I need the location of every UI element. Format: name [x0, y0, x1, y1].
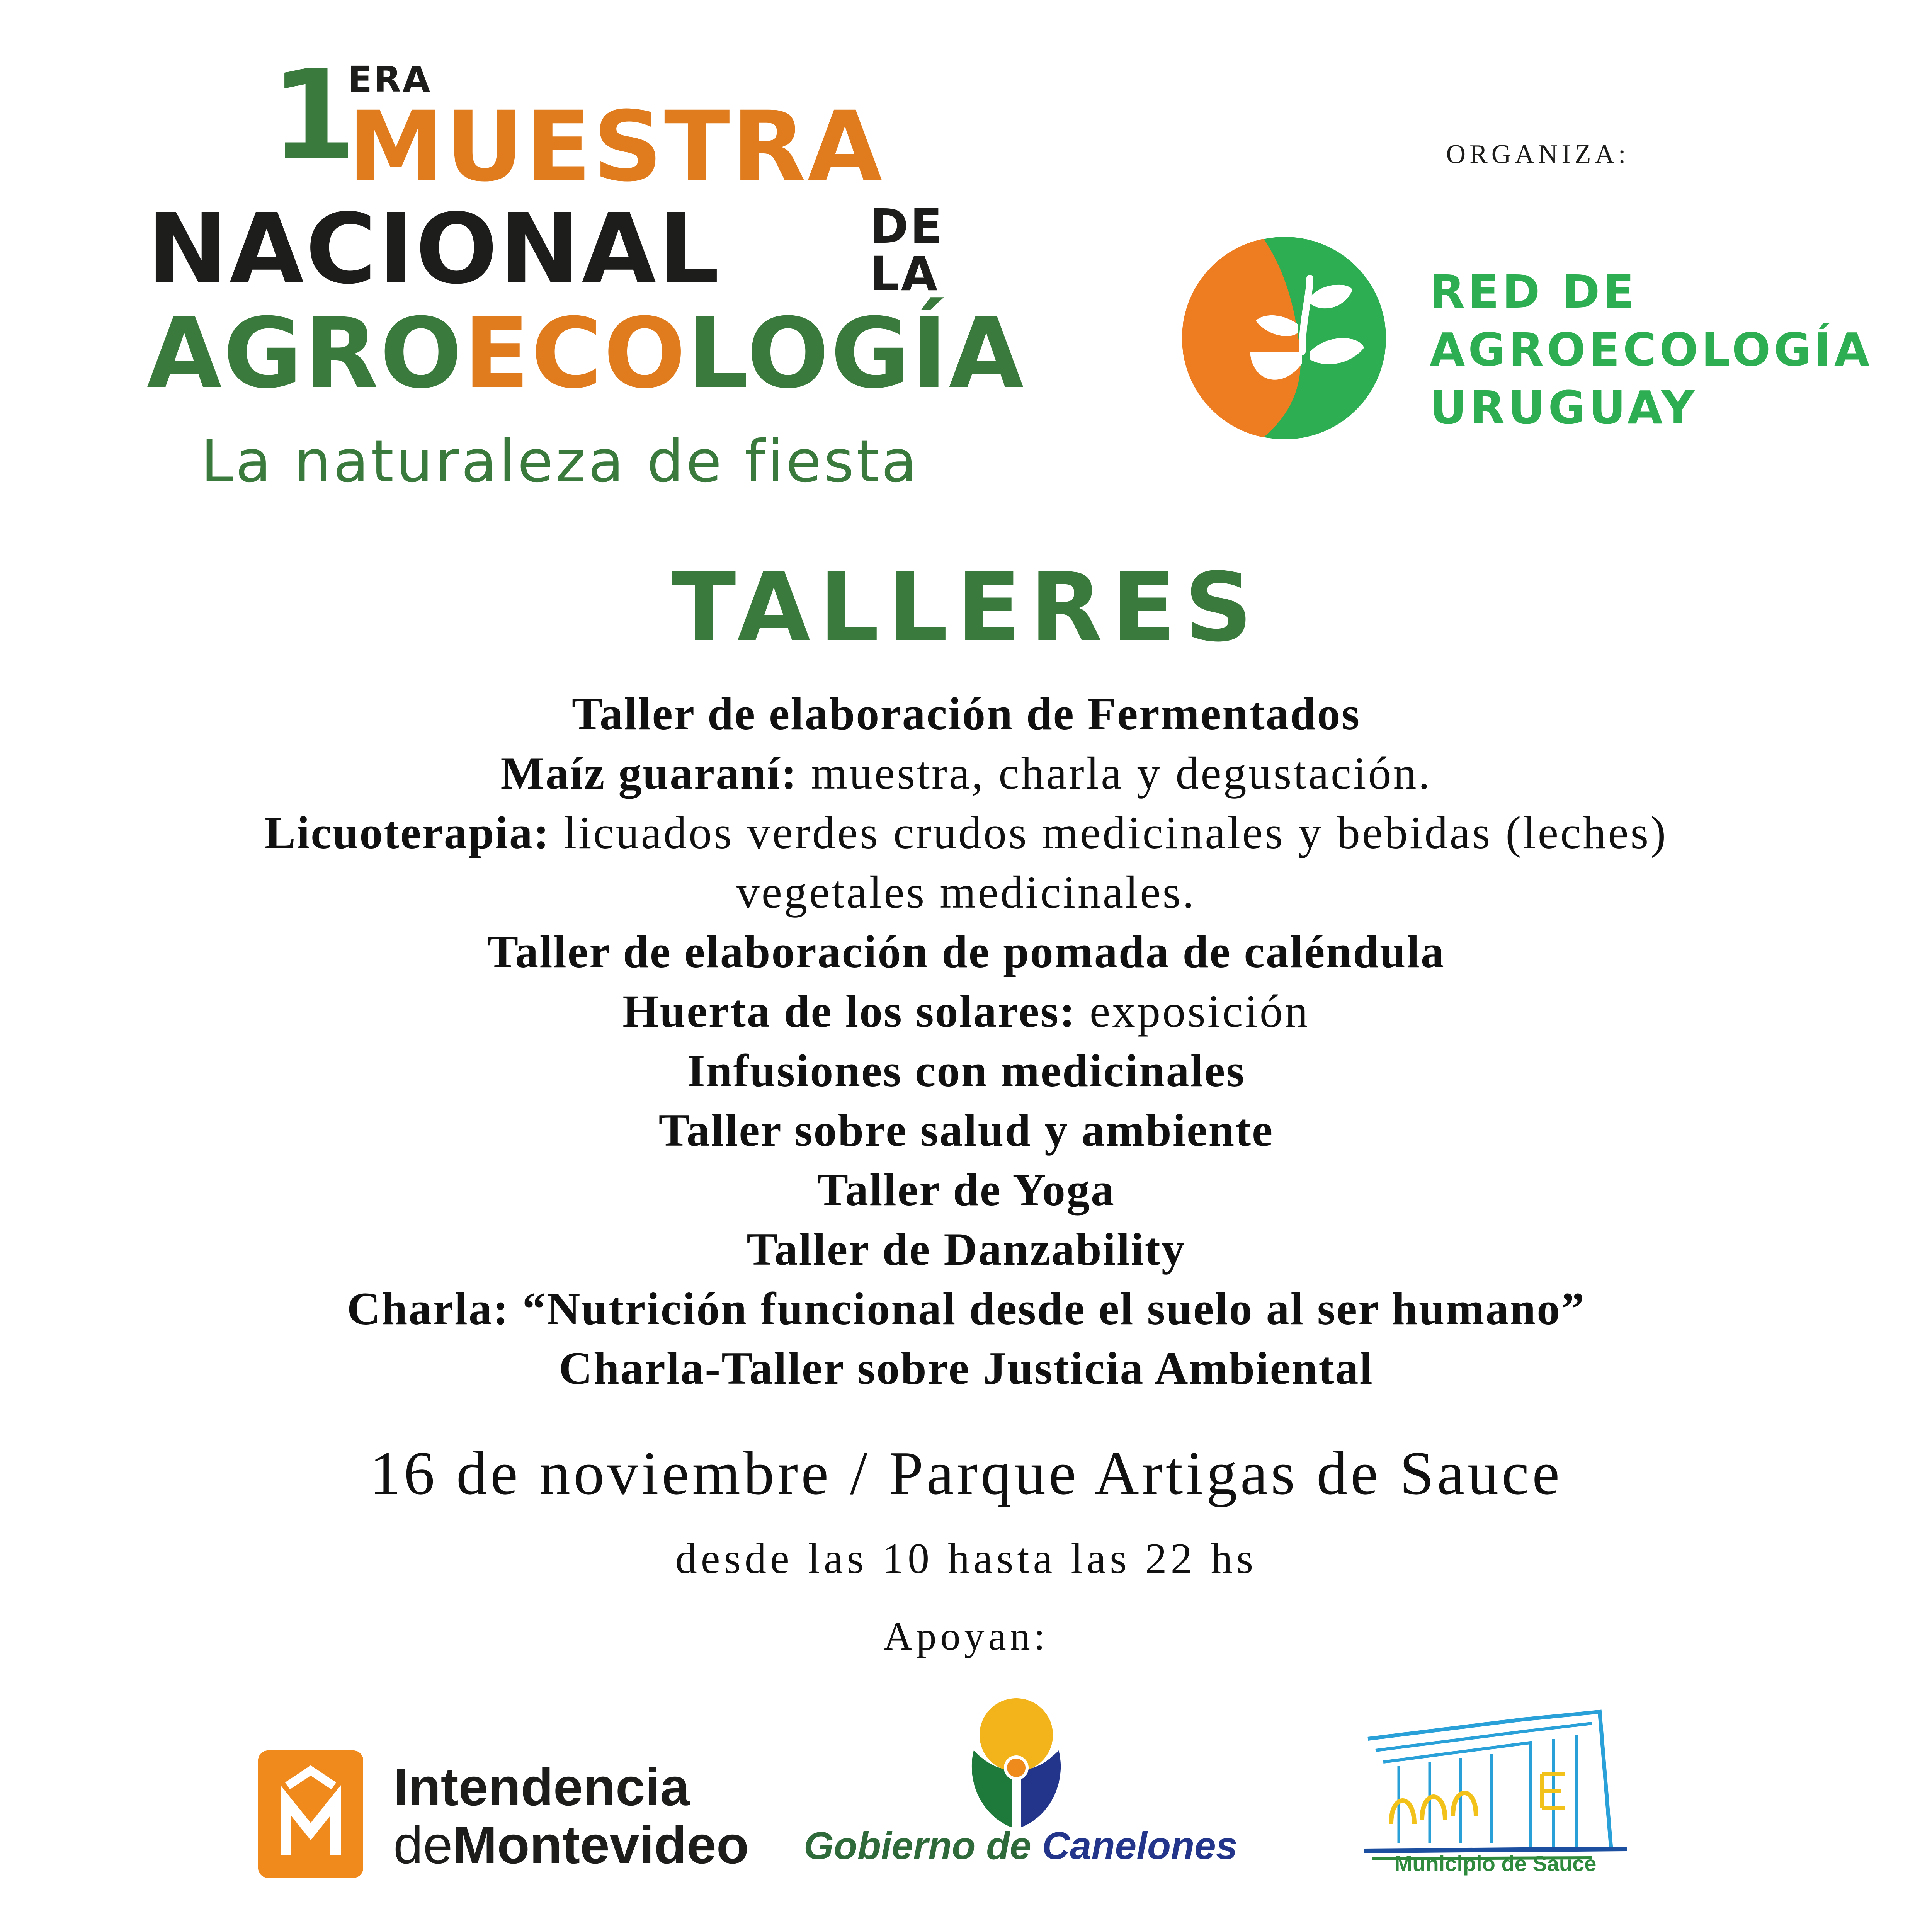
workshop-item: [23, 922, 1909, 981]
montevideo-line1: Intendencia: [393, 1757, 690, 1817]
workshop-title: Taller sobre salud y ambiente: [658, 1104, 1274, 1156]
title-agroecologia: [147, 297, 1026, 410]
workshop-item: [23, 862, 1909, 922]
workshop-description: muestra, charla y degustación.: [798, 747, 1432, 799]
workshop-description: exposición: [1076, 985, 1310, 1037]
title-agro-part: AGRO: [147, 297, 464, 410]
organiza-label: ORGANIZA:: [1446, 139, 1630, 169]
workshop-item: [23, 981, 1909, 1041]
workshop-item: [23, 743, 1909, 803]
workshop-item: [23, 1100, 1909, 1160]
canelones-name: [804, 1824, 1238, 1868]
workshop-title: Taller de elaboración de pomada de caléndula: [487, 926, 1445, 977]
montevideo-prefix: de: [393, 1815, 453, 1875]
organizer-name: [1430, 263, 1873, 437]
workshop-title: Taller de Danzability: [747, 1223, 1186, 1275]
title-la: LA: [869, 247, 939, 301]
workshop-item: [23, 1160, 1909, 1219]
workshop-title: Infusiones con medicinales: [687, 1045, 1245, 1096]
sauce-name: Municipio de Sauce: [1394, 1851, 1597, 1876]
title-muestra: MUESTRA: [348, 90, 884, 203]
title-ordinal-number: 1: [270, 44, 358, 188]
sponsors-label: Apoyan:: [883, 1614, 1049, 1658]
montevideo-name: [393, 1758, 749, 1874]
title-logia-part: LOGÍA: [687, 297, 1026, 410]
montevideo-m-icon: [258, 1750, 363, 1878]
leaf-circle-icon: [1182, 236, 1387, 440]
workshop-item: [23, 1219, 1909, 1279]
title-tagline: La naturaleza de fiesta: [201, 428, 919, 495]
montevideo-city: Montevideo: [452, 1815, 749, 1875]
workshop-item: [23, 1279, 1909, 1338]
event-hours: desde las 10 hasta las 22 hs: [675, 1535, 1257, 1583]
workshop-item: [23, 684, 1909, 743]
workshop-description: licuados verdes crudos medicinales y bebidas (leches): [550, 807, 1668, 858]
sauce-building-icon: [1360, 1696, 1631, 1866]
organizer-name-line: AGROECOLOGÍA: [1430, 323, 1873, 376]
workshop-title: Taller de Yoga: [817, 1164, 1115, 1215]
workshop-title: Huerta de los solares:: [622, 985, 1076, 1037]
workshop-item: [23, 1041, 1909, 1100]
workshop-description: vegetales medicinales.: [736, 866, 1196, 918]
canelones-sun-icon: [958, 1692, 1074, 1832]
canelones-city: Canelones: [1042, 1824, 1238, 1867]
workshop-title: Maíz guaraní:: [500, 747, 798, 799]
event-date-place: 16 de noviembre / Parque Artigas de Sauce: [369, 1439, 1563, 1507]
workshop-title: Licuoterapia:: [264, 807, 550, 858]
canelones-prefix: Gobierno de: [804, 1824, 1042, 1867]
workshop-list: [23, 684, 1909, 1398]
title-de: DE: [869, 199, 944, 254]
workshop-title: Taller de elaboración de Fermentados: [571, 688, 1361, 739]
workshop-item: [23, 803, 1909, 862]
workshop-item: [23, 1338, 1909, 1398]
workshop-title: Charla: “Nutrición funcional desde el suelo al ser humano”: [347, 1283, 1586, 1334]
organizer-name-line: RED DE: [1430, 265, 1638, 318]
event-title-logo: [147, 44, 1026, 510]
title-ordinal-suffix: ERA: [348, 59, 432, 100]
organizer-name-line: URUGUAY: [1430, 381, 1698, 434]
title-eco-part: ECO: [463, 297, 687, 410]
title-nacional: NACIONAL: [147, 193, 721, 305]
workshop-title: Charla-Taller sobre Justicia Ambiental: [559, 1342, 1374, 1394]
workshops-heading: TALLERES: [671, 553, 1261, 663]
